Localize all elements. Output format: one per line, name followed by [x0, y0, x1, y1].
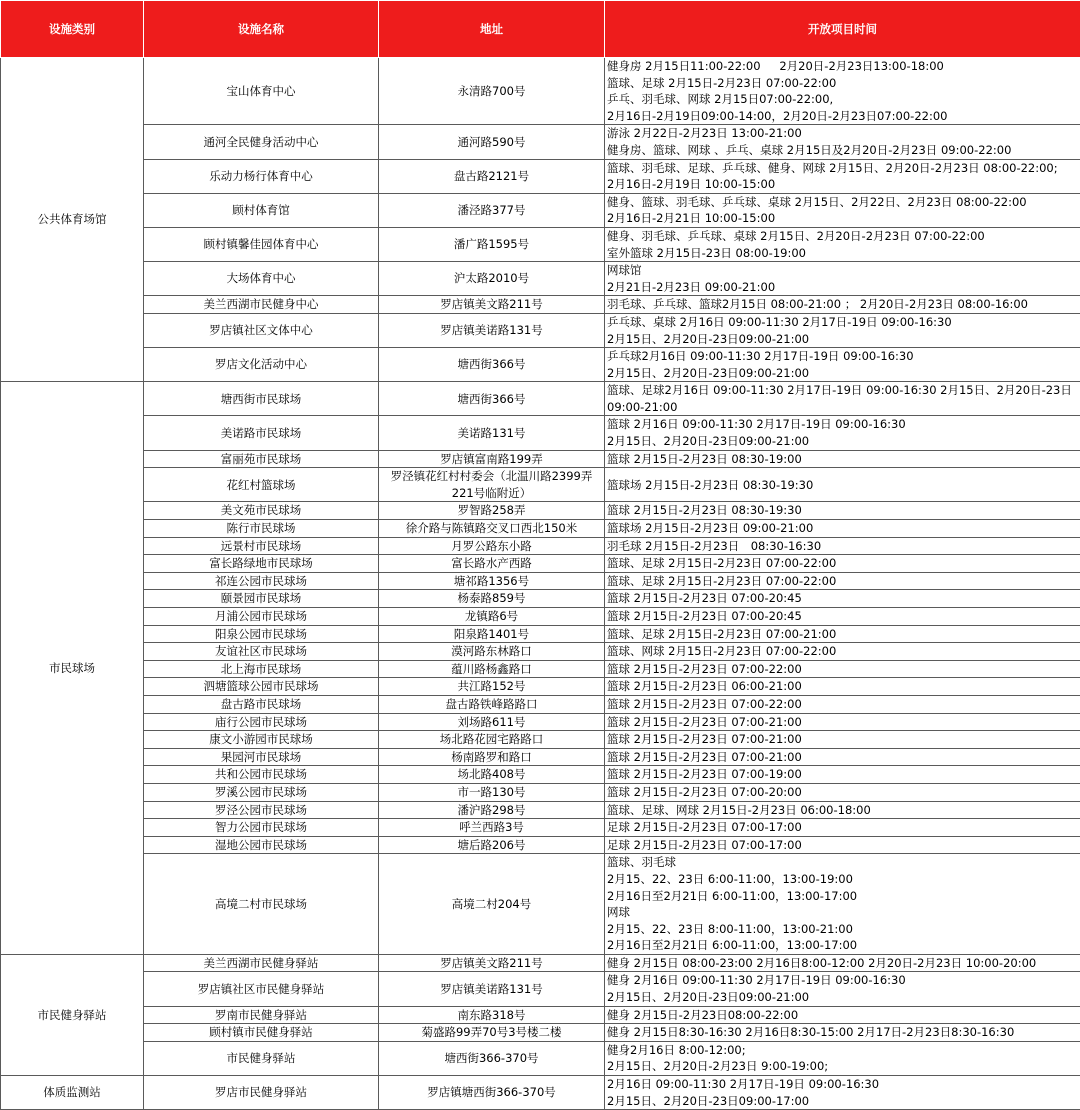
- address-cell: 罗智路258弄: [379, 502, 605, 520]
- header-row: [1, 1, 1080, 58]
- address-cell: 潘沪路298号: [379, 801, 605, 819]
- facility-name-cell: 高境二村市民球场: [144, 854, 379, 955]
- table-row: [1, 520, 1080, 538]
- table-row: [1, 159, 1080, 193]
- facility-name-cell: 颐景园市民球场: [144, 590, 379, 608]
- opening-hours-cell: [605, 382, 1080, 416]
- table-row: [1, 193, 1080, 227]
- address-cell: 杨泰路859号: [379, 590, 605, 608]
- text-line: 2月15日、2月20日-2月23日 9:00-19:00;: [607, 1058, 1079, 1075]
- address-cell: 杨南路罗和路口: [379, 748, 605, 766]
- opening-hours-cell: [605, 643, 1080, 661]
- text-line: 篮球 2月15日-2月23日 07:00-22:00: [607, 661, 1079, 678]
- opening-hours-cell: [605, 313, 1080, 347]
- text-line: 篮球、足球 2月15日-2月23日 07:00-22:00: [607, 573, 1079, 590]
- facility-name-cell: 罗泾公园市民球场: [144, 801, 379, 819]
- facility-name-cell: 智力公园市民球场: [144, 819, 379, 837]
- text-line: 2月15、22、23日 6:00-11:00，13:00-19:00: [607, 871, 1079, 888]
- facility-category-cell: 市民球场: [1, 382, 144, 955]
- facility-name-cell: 盘古路市民球场: [144, 695, 379, 713]
- facility-name-cell: 泗塘篮球公园市民球场: [144, 678, 379, 696]
- address-cell: [379, 468, 605, 502]
- text-line: 网球馆: [607, 262, 1079, 279]
- table-row: [1, 468, 1080, 502]
- opening-hours-cell: [605, 972, 1080, 1006]
- opening-hours-cell: [605, 766, 1080, 784]
- text-line: 2月21日-2月23日 09:00-21:00: [607, 279, 1079, 296]
- address-cell: 罗店镇美文路211号: [379, 954, 605, 972]
- address-cell: 月罗公路东小路: [379, 537, 605, 555]
- text-line: 篮球 2月15日-2月23日 06:00-21:00: [607, 678, 1079, 695]
- facility-name-cell: 顾村镇馨佳园体育中心: [144, 227, 379, 261]
- table-row: [1, 854, 1080, 955]
- text-line: 游泳 2月22日-2月23日 13:00-21:00: [607, 125, 1079, 142]
- address-cell: 刘场路611号: [379, 713, 605, 731]
- text-line: 2月15日、2月20日-23日09:00-21:00: [607, 365, 1079, 382]
- text-line: 羽毛球、乒乓球、篮球2月15日 08:00-21:00 ； 2月20日-2月23日 08:00-16:00: [607, 296, 1079, 313]
- opening-hours-cell: [605, 1076, 1080, 1110]
- facility-name-cell: 祁连公园市民球场: [144, 572, 379, 590]
- table-row: [1, 819, 1080, 837]
- opening-hours-cell: [605, 1024, 1080, 1042]
- table-row: [1, 1076, 1080, 1110]
- opening-hours-cell: [605, 801, 1080, 819]
- facility-name-cell: 康文小游园市民球场: [144, 731, 379, 749]
- table-row: [1, 678, 1080, 696]
- opening-hours-cell: [605, 125, 1080, 159]
- address-cell: 罗店镇塘西街366-370号: [379, 1076, 605, 1110]
- facility-name-cell: 罗店镇社区市民健身驿站: [144, 972, 379, 1006]
- text-line: 羽毛球 2月15日-2月23日 08:30-16:30: [607, 538, 1079, 555]
- text-line: 2月15日、2月20日-23日09:00-17:00: [607, 1093, 1079, 1110]
- facility-name-cell: 顾村体育馆: [144, 193, 379, 227]
- text-line: 篮球 2月15日-2月23日 07:00-22:00: [607, 696, 1079, 713]
- opening-hours-cell: [605, 625, 1080, 643]
- facility-name-cell: 通河全民健身活动中心: [144, 125, 379, 159]
- table-row: [1, 313, 1080, 347]
- text-line: 篮球 2月15日-2月23日 07:00-19:00: [607, 766, 1079, 783]
- opening-hours-cell: [605, 836, 1080, 854]
- opening-hours-cell: [605, 783, 1080, 801]
- opening-hours-cell: [605, 695, 1080, 713]
- facility-name-cell: 庙行公园市民球场: [144, 713, 379, 731]
- address-cell: 场北路408号: [379, 766, 605, 784]
- table-row: [1, 58, 1080, 125]
- address-cell: 南东路318号: [379, 1006, 605, 1024]
- facility-name-cell: 乐动力杨行体育中心: [144, 159, 379, 193]
- text-line: 2月16日 09:00-11:30 2月17日-19日 09:00-16:30: [607, 1076, 1079, 1093]
- address-cell: 菊盛路99弄70号3号楼二楼: [379, 1024, 605, 1042]
- text-line: 篮球、网球 2月15日-2月23日 07:00-22:00: [607, 643, 1079, 660]
- text-line: 2月16日-2月21日 10:00-15:00: [607, 210, 1079, 227]
- opening-hours-cell: [605, 450, 1080, 468]
- opening-hours-cell: [605, 590, 1080, 608]
- address-cell: 呼兰西路3号: [379, 819, 605, 837]
- text-line: 2月16日至2月21日 6:00-11:00，13:00-17:00: [607, 937, 1079, 954]
- table-row: [1, 660, 1080, 678]
- opening-hours-cell: [605, 537, 1080, 555]
- text-line: 篮球、羽毛球、足球、乒乓球、健身、网球 2月15日、2月20日-2月23日 08:00-22:00;: [607, 160, 1079, 177]
- table-row: [1, 713, 1080, 731]
- opening-hours-cell: [605, 468, 1080, 502]
- text-line: 篮球 2月15日-2月23日 07:00-21:00: [607, 731, 1079, 748]
- address-cell: 富长路水产西路: [379, 555, 605, 573]
- text-line: 健身、篮球、羽毛球、乒乓球、桌球 2月15日、2月22日、2月23日 08:00-22:00: [607, 194, 1079, 211]
- text-line: 篮球场 2月15日-2月23日 08:30-19:30: [607, 477, 1079, 494]
- facility-name-cell: 美诺路市民球场: [144, 416, 379, 450]
- opening-hours-cell: [605, 348, 1080, 382]
- table-row: [1, 555, 1080, 573]
- text-line: 篮球场 2月15日-2月23日 09:00-21:00: [607, 520, 1079, 537]
- text-line: 健身2月16日 8:00-12:00;: [607, 1042, 1079, 1059]
- text-line: 足球 2月15日-2月23日 07:00-17:00: [607, 837, 1079, 854]
- table-row: [1, 643, 1080, 661]
- opening-hours-cell: [605, 193, 1080, 227]
- opening-hours-cell: [605, 608, 1080, 626]
- facility-name-cell: 花红村篮球场: [144, 468, 379, 502]
- text-line: 健身 2月16日 09:00-11:30 2月17日-19日 09:00-16:30: [607, 972, 1079, 989]
- facility-name-cell: 罗南市民健身驿站: [144, 1006, 379, 1024]
- table-row: [1, 1041, 1080, 1075]
- table-row: [1, 572, 1080, 590]
- facility-name-cell: 陈行市民球场: [144, 520, 379, 538]
- opening-hours-cell: [605, 954, 1080, 972]
- opening-hours-cell: [605, 555, 1080, 573]
- table-body: [1, 58, 1080, 1110]
- text-line: 乒乓、羽毛球、网球 2月15日07:00-22:00,: [607, 91, 1079, 108]
- address-cell: 潘广路1595号: [379, 227, 605, 261]
- text-line: 健身、羽毛球、乒乓球、桌球 2月15日、2月20日-2月23日 07:00-22:00: [607, 228, 1079, 245]
- facility-name-cell: 顾村镇市民健身驿站: [144, 1024, 379, 1042]
- text-line: 篮球、足球、网球 2月15日-2月23日 06:00-18:00: [607, 802, 1079, 819]
- opening-hours-cell: [605, 572, 1080, 590]
- table-row: [1, 836, 1080, 854]
- text-line: 足球 2月15日-2月23日 07:00-17:00: [607, 819, 1079, 836]
- address-cell: 罗店镇美诺路131号: [379, 972, 605, 1006]
- address-cell: 阳泉路1401号: [379, 625, 605, 643]
- facility-category-cell: 市民健身驿站: [1, 954, 144, 1075]
- table-row: [1, 783, 1080, 801]
- table-row: [1, 1006, 1080, 1024]
- facility-name-cell: 美兰西湖市民健身中心: [144, 296, 379, 314]
- facility-category-cell: 体质监测站: [1, 1076, 144, 1110]
- address-cell: 塘西街366-370号: [379, 1041, 605, 1075]
- text-line: 2月15、22、23日 8:00-11:00，13:00-21:00: [607, 921, 1079, 938]
- facility-name-cell: 罗店市民健身驿站: [144, 1076, 379, 1110]
- header-address: 地址: [379, 1, 605, 58]
- header-hours: 开放项目时间: [605, 1, 1080, 58]
- text-line: 2月15日、2月20日-23日09:00-21:00: [607, 433, 1079, 450]
- opening-hours-cell: [605, 58, 1080, 125]
- opening-hours-cell: [605, 731, 1080, 749]
- header-name: 设施名称: [144, 1, 379, 58]
- text-line: 室外篮球 2月15日-23日 08:00-19:00: [607, 245, 1079, 262]
- table-row: [1, 416, 1080, 450]
- text-line: 篮球、足球 2月15日-2月23日 07:00-22:00: [607, 555, 1079, 572]
- facility-name-cell: 月浦公园市民球场: [144, 608, 379, 626]
- address-cell: 徐介路与陈镇路交叉口西北150米: [379, 520, 605, 538]
- text-line: 健身 2月15日-2月23日08:00-22:00: [607, 1007, 1079, 1024]
- text-line: 篮球、足球 2月15日-2月23日 07:00-22:00: [607, 75, 1079, 92]
- address-cell: 高境二村204号: [379, 854, 605, 955]
- opening-hours-cell: [605, 227, 1080, 261]
- address-cell: 美诺路131号: [379, 416, 605, 450]
- text-line: 健身房 2月15日11:00-22:00 2月20日-2月23日13:00-18:00: [607, 58, 1079, 75]
- text-line: 221号临附近）: [381, 485, 602, 502]
- opening-hours-cell: [605, 159, 1080, 193]
- table-row: [1, 125, 1080, 159]
- address-cell: 蕴川路杨鑫路口: [379, 660, 605, 678]
- table-row: [1, 227, 1080, 261]
- opening-hours-cell: [605, 819, 1080, 837]
- opening-hours-cell: [605, 713, 1080, 731]
- address-cell: 通河路590号: [379, 125, 605, 159]
- text-line: 罗泾镇花红村村委会（北温川路2399弄: [381, 468, 602, 485]
- text-line: 2月16日-2月19日 10:00-15:00: [607, 176, 1079, 193]
- address-cell: 潘泾路377号: [379, 193, 605, 227]
- table-row: [1, 608, 1080, 626]
- table-row: [1, 502, 1080, 520]
- facility-name-cell: 美文苑市民球场: [144, 502, 379, 520]
- text-line: 篮球 2月15日-2月23日 07:00-20:00: [607, 784, 1079, 801]
- table-row: [1, 590, 1080, 608]
- facility-name-cell: 罗店文化活动中心: [144, 348, 379, 382]
- opening-hours-cell: [605, 1041, 1080, 1075]
- table-row: [1, 296, 1080, 314]
- table-row: [1, 766, 1080, 784]
- address-cell: 塘后路206号: [379, 836, 605, 854]
- text-line: 2月16日至2月21日 6:00-11:00，13:00-17:00: [607, 888, 1079, 905]
- text-line: 篮球 2月15日-2月23日 08:30-19:30: [607, 502, 1079, 519]
- table-row: [1, 731, 1080, 749]
- text-line: 健身房、篮球、网球 、乒乓、桌球 2月15日及2月20日-2月23日 09:00-22:00: [607, 142, 1079, 159]
- facility-name-cell: 市民健身驿站: [144, 1041, 379, 1075]
- table-row: [1, 450, 1080, 468]
- table-row: [1, 801, 1080, 819]
- opening-hours-cell: [605, 520, 1080, 538]
- table-row: [1, 625, 1080, 643]
- text-line: 篮球 2月15日-2月23日 07:00-20:45: [607, 590, 1079, 607]
- address-cell: 永清路700号: [379, 58, 605, 125]
- address-cell: 罗店镇美诺路131号: [379, 313, 605, 347]
- facility-name-cell: 北上海市民球场: [144, 660, 379, 678]
- facility-name-cell: 湿地公园市民球场: [144, 836, 379, 854]
- facility-name-cell: 友谊社区市民球场: [144, 643, 379, 661]
- table-row: [1, 972, 1080, 1006]
- address-cell: 盘古路铁峰路路口: [379, 695, 605, 713]
- facility-name-cell: 远景村市民球场: [144, 537, 379, 555]
- address-cell: 罗店镇富南路199弄: [379, 450, 605, 468]
- text-line: 健身 2月15日 08:00-23:00 2月16日8:00-12:00 2月20日-2月23日 10:00-20:00: [607, 955, 1079, 972]
- header-category: 设施类别: [1, 1, 144, 58]
- opening-hours-cell: [605, 296, 1080, 314]
- address-cell: 共江路152号: [379, 678, 605, 696]
- text-line: 2月15日、2月20日-23日09:00-21:00: [607, 989, 1079, 1006]
- text-line: 网球: [607, 904, 1079, 921]
- table-row: [1, 537, 1080, 555]
- address-cell: 塘西街366号: [379, 382, 605, 416]
- text-line: 健身 2月15日8:30-16:30 2月16日8:30-15:00 2月17日-2月23日8:30-16:30: [607, 1024, 1079, 1041]
- address-cell: 龙镇路6号: [379, 608, 605, 626]
- text-line: 2月15日、2月20日-23日09:00-21:00: [607, 331, 1079, 348]
- text-line: 篮球、足球2月16日 09:00-11:30 2月17日-19日 09:00-16:30 2月15日、2月20日-23日 09:00-21:00: [607, 382, 1079, 415]
- facility-category-cell: 公共体育场馆: [1, 58, 144, 382]
- opening-hours-cell: [605, 660, 1080, 678]
- opening-hours-cell: [605, 1006, 1080, 1024]
- opening-hours-cell: [605, 748, 1080, 766]
- table-row: [1, 382, 1080, 416]
- table-row: [1, 1024, 1080, 1042]
- address-cell: 塘西街366号: [379, 348, 605, 382]
- table-row: [1, 695, 1080, 713]
- facility-name-cell: 共和公园市民球场: [144, 766, 379, 784]
- facility-name-cell: 宝山体育中心: [144, 58, 379, 125]
- table-row: [1, 262, 1080, 296]
- facility-name-cell: 阳泉公园市民球场: [144, 625, 379, 643]
- text-line: 篮球 2月15日-2月23日 07:00-21:00: [607, 714, 1079, 731]
- opening-hours-cell: [605, 678, 1080, 696]
- facility-name-cell: 美兰西湖市民健身驿站: [144, 954, 379, 972]
- table-row: [1, 748, 1080, 766]
- text-line: 篮球 2月15日-2月23日 07:00-20:45: [607, 608, 1079, 625]
- table-row: [1, 954, 1080, 972]
- opening-hours-cell: [605, 502, 1080, 520]
- opening-hours-cell: [605, 262, 1080, 296]
- facility-name-cell: 富丽苑市民球场: [144, 450, 379, 468]
- text-line: 篮球 2月15日-2月23日 07:00-21:00: [607, 749, 1079, 766]
- facility-name-cell: 大场体育中心: [144, 262, 379, 296]
- text-line: 乒乓球、桌球 2月16日 09:00-11:30 2月17日-19日 09:00-16:30: [607, 314, 1079, 331]
- facility-name-cell: 罗溪公园市民球场: [144, 783, 379, 801]
- address-cell: 罗店镇美文路211号: [379, 296, 605, 314]
- text-line: 篮球、羽毛球: [607, 854, 1079, 871]
- opening-hours-cell: [605, 854, 1080, 955]
- address-cell: 市一路130号: [379, 783, 605, 801]
- facility-name-cell: 塘西街市民球场: [144, 382, 379, 416]
- address-cell: 盘古路2121号: [379, 159, 605, 193]
- address-cell: 漠河路东林路口: [379, 643, 605, 661]
- address-cell: 场北路花园宅路路口: [379, 731, 605, 749]
- table-row: [1, 348, 1080, 382]
- text-line: 篮球 2月15日-2月23日 08:30-19:00: [607, 451, 1079, 468]
- address-cell: 沪太路2010号: [379, 262, 605, 296]
- opening-hours-cell: [605, 416, 1080, 450]
- facility-name-cell: 罗店镇社区文体中心: [144, 313, 379, 347]
- facility-name-cell: 果园河市民球场: [144, 748, 379, 766]
- text-line: 篮球、足球 2月15日-2月23日 07:00-21:00: [607, 626, 1079, 643]
- text-line: 乒乓球2月16日 09:00-11:30 2月17日-19日 09:00-16:30: [607, 348, 1079, 365]
- text-line: 2月16日-2月19日09:00-14:00，2月20日-2月23日07:00-22:00: [607, 108, 1079, 125]
- address-cell: 塘祁路1356号: [379, 572, 605, 590]
- facility-name-cell: 富长路绿地市民球场: [144, 555, 379, 573]
- text-line: 篮球 2月16日 09:00-11:30 2月17日-19日 09:00-16:30: [607, 416, 1079, 433]
